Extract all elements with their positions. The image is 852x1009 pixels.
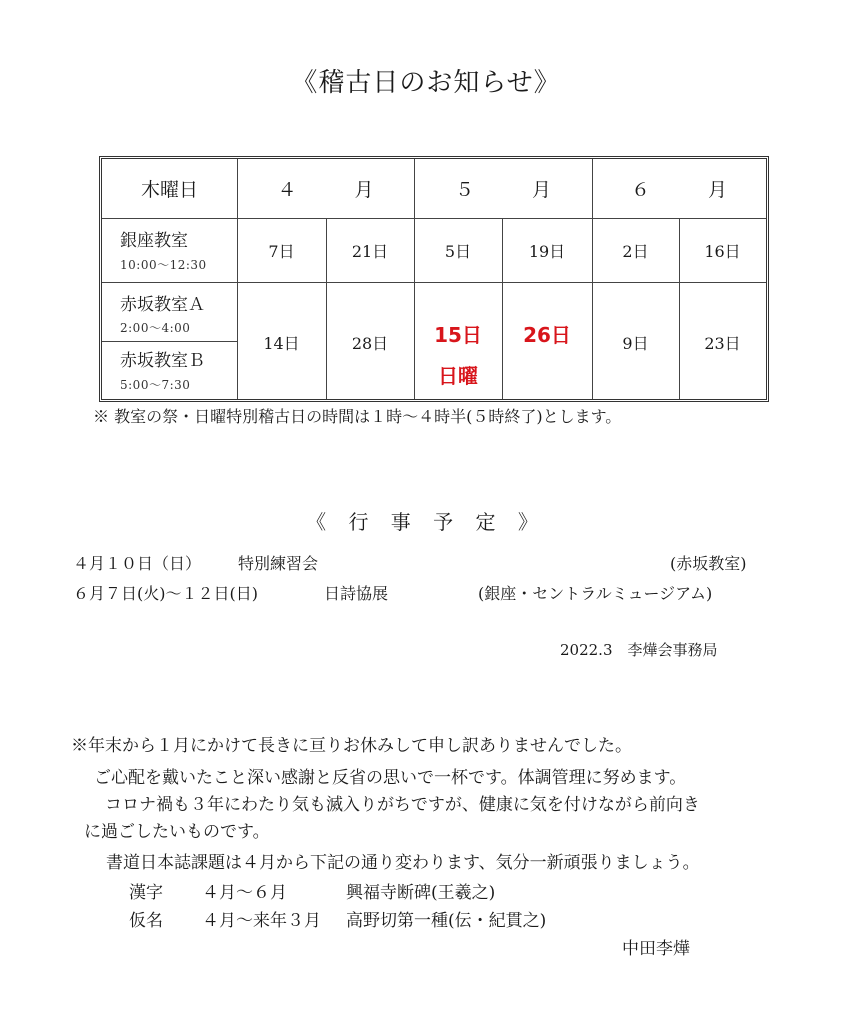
author-signature: 中田李燁 [622,939,690,959]
message-line: ※年末から１月にかけて長きに亘りお休みして申し訳ありませんでした。 [71,736,632,756]
room-name: 赤坂教室Ｂ [120,351,205,371]
event-date: ４月１０日（日） [73,554,202,573]
office-signature: 2022.3 李燁会事務局 [560,641,718,659]
room-akasaka-a [102,282,237,341]
date-cell: 9日 [622,333,649,353]
date-cell: 2日 [622,241,649,261]
date-cell: 14日 [263,333,300,353]
study-type: 仮名 [129,911,163,931]
room-time: 5:00～7:30 [120,378,191,392]
study-text: 高野切第一種(伝・紀貫之) [346,911,547,931]
special-date-cell: 26日 [523,322,571,347]
message-line: 書道日本誌課題は４月から下記の通り変わります、気分一新頑張りましょう。 [106,853,700,873]
event-place: (銀座・セントラルミュージアム) [478,584,713,603]
room-akasaka-b [102,341,237,402]
page-title: 《稽古日のお知らせ》 [291,68,561,98]
date-cell: 5日 [444,241,472,261]
study-text: 興福寺断碑(王羲之) [346,883,496,903]
event-name: 特別練習会 [238,554,319,573]
message-line: に過ごしたいものです。 [84,822,270,842]
study-period: ４月～来年３月 [202,911,321,931]
room-time: 2:00～4:00 [120,321,191,335]
message-line: コロナ禍も３年にわたり気も滅入りがちですが、健康に気を付けながら前向き [105,795,700,815]
event-name: 日詩協展 [324,584,389,603]
time-note: ※ 教室の祭・日曜特別稽古日の時間は１時～４時半(５時終了)とします。 [93,407,622,426]
date-cell: 23日 [704,333,741,353]
event-date: ６月７日(火)～１２日(日) [73,584,258,603]
date-cell: 19日 [528,241,566,261]
date-cell: 28日 [351,333,389,353]
room-time: 10:00～12:30 [120,258,207,272]
message-line: ご心配を戴いたこと深い感謝と反省の思いで一杯です。体調管理に努めます。 [94,768,687,788]
date-cell: 7日 [268,241,295,261]
header-month-april: ４ 月 [277,179,400,201]
events-title: 《 行 事 予 定 》 [306,510,546,534]
header-month-may: ５ 月 [454,179,578,201]
room-ginza [102,218,237,282]
header-month-june: ６ 月 [630,179,754,201]
schedule-table [99,156,769,402]
room-name: 赤坂教室Ａ [120,295,205,315]
header-thursday: 木曜日 [140,179,198,201]
special-date-cell: 15日 [434,322,482,347]
room-name: 銀座教室 [120,231,188,251]
sunday-note: 日曜 [438,363,478,388]
study-period: ４月～６月 [202,883,287,903]
study-type: 漢字 [129,883,163,903]
event-place: (赤坂教室) [670,554,747,573]
date-cell: 16日 [704,241,741,261]
date-cell: 21日 [351,241,389,261]
